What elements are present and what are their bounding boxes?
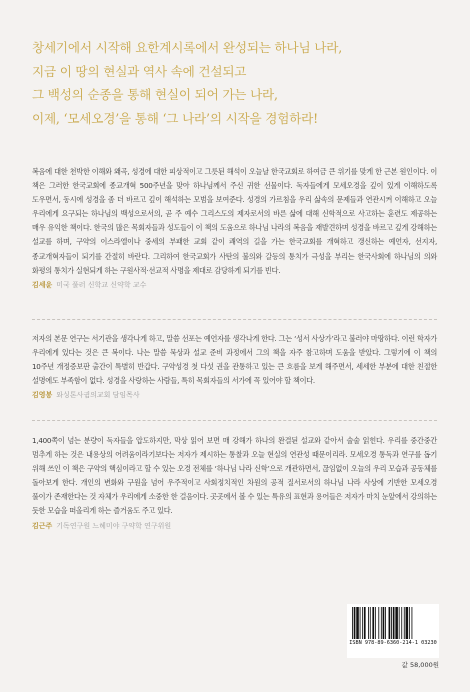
barcode-bar bbox=[356, 607, 359, 639]
barcode-bar bbox=[393, 607, 395, 639]
tagline-line: 그 백성의 순종을 통해 현실이 되어 가는 나라, bbox=[32, 87, 278, 102]
barcode-bar bbox=[406, 607, 409, 639]
barcode-bar bbox=[395, 607, 398, 639]
barcode-bar bbox=[404, 607, 405, 639]
barcode-bar bbox=[352, 607, 353, 639]
isbn-barcode bbox=[347, 604, 439, 658]
barcode-graphic bbox=[351, 607, 435, 639]
barcode-bar bbox=[354, 607, 356, 639]
review-signature bbox=[32, 389, 437, 401]
reviewer-role: 기독연구원 느헤미야 구약학 연구위원 bbox=[56, 521, 172, 530]
review-text: 1,400쪽이 넘는 분량이 독자들을 압도하지만, 막상 읽어 보면 매 강해가 하나의 완결된 설교와 같아서 술술 읽힌다. 우리를 중간중간 멈추게 하는 것은 내용상의 어려움이라기보다는 저자가 제시하는 통찰과 오늘 현실의 연관성 때문이리라. 모세오경 통독과 연구를 돕기 위해 쓰인 이 책은 구약의 핵심이라고 할 수 있는 오경 전체를 ‘하나님 나라 신학’으로 개관하면서, 끊임없이 오늘의 우리 모습과 공동체를 돌아보게 한다. 개인의 변화와 구원을 넘어 우주적이고 사회정치적인 차원의 공적 질서로서의 하나님 나라 사상에 기반한 모세오경 풀이가 존재한다는 것 자체가 우리에게 소중한 한 걸음이다. 곳곳에서 볼 수 있는 특유의 표현과 용어들은 저자가 마치 눈앞에서 강의하는 듯한 모습을 떠올리게 하는 즐거움도 주고 있다. bbox=[32, 436, 437, 516]
barcode-bar bbox=[360, 607, 361, 639]
barcode-bar bbox=[364, 607, 366, 639]
tagline-line: 지금 이 땅의 현실과 역사 속에 건설되고 bbox=[32, 63, 247, 79]
tagline-line: 이제, ‘모세오경’을 통해 ‘그 나라’의 시작을 경험하라! bbox=[32, 110, 319, 126]
reviewer-role: 와싱톤사귐의교회 담임목사 bbox=[56, 391, 140, 400]
barcode-bar bbox=[399, 607, 400, 639]
barcode-bar bbox=[368, 607, 369, 639]
divider bbox=[32, 319, 437, 320]
reviewer-name: 김영봉 bbox=[32, 391, 53, 400]
review-signature bbox=[32, 279, 437, 291]
barcode-bar bbox=[385, 607, 386, 639]
divider bbox=[32, 420, 437, 421]
barcode-bar bbox=[378, 607, 379, 639]
barcode-bar bbox=[375, 607, 376, 639]
barcode-bar bbox=[381, 607, 382, 639]
barcode-bar bbox=[389, 607, 391, 639]
barcode-bar bbox=[372, 607, 374, 639]
isbn-number: ISBN 978-89-6360-214-1 03230 bbox=[349, 640, 437, 646]
review-2 bbox=[32, 332, 437, 401]
barcode-bar bbox=[370, 607, 371, 639]
barcode-bar bbox=[401, 607, 402, 639]
review-signature bbox=[32, 520, 437, 532]
reviewer-name: 김세윤 bbox=[32, 280, 53, 289]
reviewer-name: 김근주 bbox=[32, 521, 53, 530]
review-3 bbox=[32, 434, 437, 532]
review-text: 저자의 본문 연구는 서기관을 생각나게 하고, 말씀 선포는 예언자를 생각나게 한다. 그는 ‘성서 사상가’라고 불러야 마땅하다. 이런 학자가 우리에게 있다는 것은 큰 복이다. 나는 말씀 묵상과 설교 준비 과정에서 그의 책을 자주 참고하며 도움을 받았다. 그렇기에 이 책의 10주년 개정증보판 출간이 특별히 반갑다. 구약성경 첫 다섯 권을 관통하고 있는 큰 흐름을 보게 해주면서, 세세한 부분에 대한 친절한 설명에도 부족함이 없다. 성경을 사랑하는 사람들, 특히 목회자들의 서가에 꼭 있어야 할 책이다. bbox=[32, 334, 437, 386]
barcode-bar bbox=[412, 607, 413, 639]
tagline bbox=[32, 36, 452, 130]
tagline-line: 창세기에서 시작해 요한계시록에서 완성되는 하나님 나라, bbox=[32, 40, 342, 55]
review-1 bbox=[32, 165, 437, 291]
barcode-bar bbox=[383, 607, 385, 639]
reviewer-role: 미국 풀러 신학교 신약학 교수 bbox=[56, 280, 147, 289]
review-text: 복음에 대한 천박한 이해와 왜곡, 성경에 대한 피상적이고 그릇된 해석이 오늘날 한국교회로 하여금 큰 위기를 맞게 한 근본 원인이다. 이 책은 그러한 한국교회에 종교개혁 500주년을 맞아 하나님께서 주신 귀한 선물이다. 독자들에게 모세오경을 깊이 있게 이해하도록 도우면서, 동시에 성경을 좀 더 바르고 깊이 해석하는 모범을 보여준다. 성경의 가르침을 우리 삶속의 문제들과 연관시켜 이해하고 오늘 우리에게 요구되는 하나님의 백성으로서의, 곧 주 예수 그리스도의 제자로서의 바른 삶에 대해 신학적으로 사고하는 훈련도 제공하는 매우 유익한 책이다. 한국의 많은 목회자들과 성도들이 이 책의 도움으로 하나님 나라의 복음을 재발견하며 성경을 바르고 깊게 강해하는 설교를 하며, 구약의 이스라엘이나 중세의 부패한 교회 같이 쾌역의 길을 가는 한국교회를 개혁하고 갱신하는 예언자, 선지자, 종교개혁자들이 되기를 간절히 바란다. 그리하여 한국교회가 사탄의 불의와 갈등의 통치가 극성을 부리는 한국사회에 하나님의 의와 화평의 통치가 실현되게 하는 구원사적·선교적 사명을 제대로 감당하게 되기를 빈다. bbox=[32, 167, 437, 275]
barcode-bar bbox=[391, 607, 392, 639]
barcode-bar bbox=[362, 607, 363, 639]
price: 값 58,000원 bbox=[401, 661, 439, 669]
barcode-bar bbox=[409, 607, 410, 639]
